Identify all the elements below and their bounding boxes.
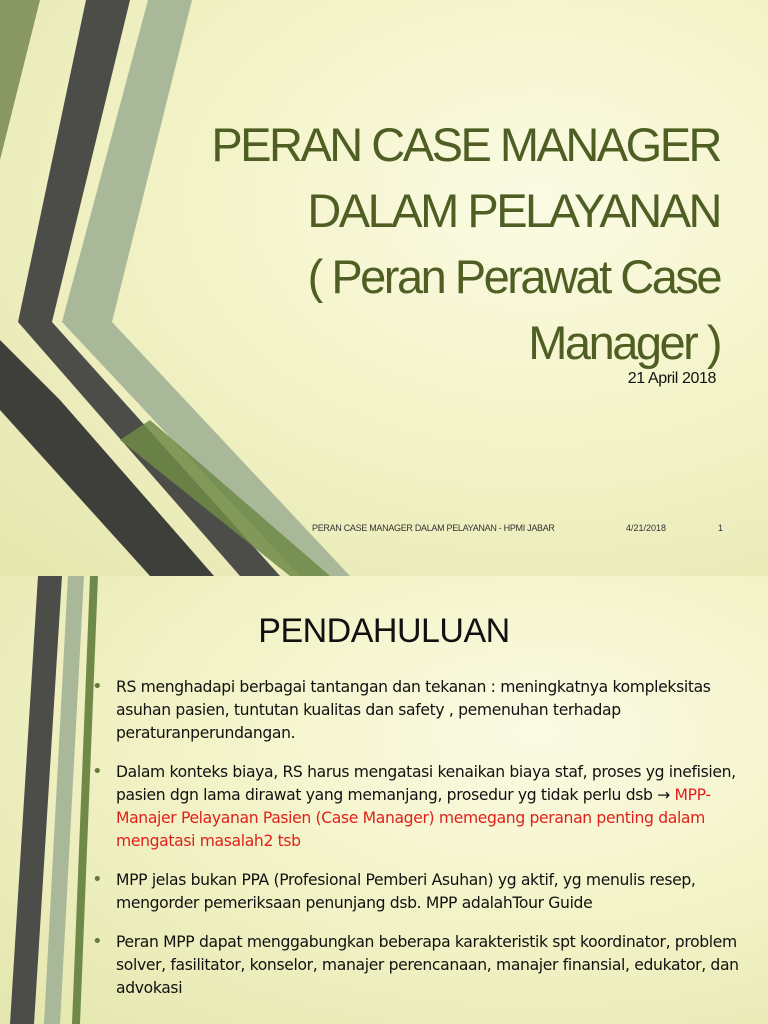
slide-title: PENDAHULUAN	[258, 612, 510, 650]
footer-page-number: 1	[718, 523, 724, 533]
list-item	[92, 869, 752, 915]
bullet-text: MPP jelas bukan PPA (Profesional Pemberi Asuhan) yg aktif, yg menulis resep, mengorder pemeriksaan penunjang dsb. MPP adalahTour Guide	[116, 871, 696, 912]
title-line: DALAM PELAYANAN	[307, 184, 720, 237]
bullet-icon: •	[92, 869, 103, 890]
footer-date: 4/21/2018	[626, 523, 667, 533]
bullet-text: RS menghadapi berbagai tantangan dan tekanan : meningkatnya kompleksitas asuhan pasien, tuntutan kualitas dan safety , pemenuhan terhadap peraturanperundangan.	[116, 678, 711, 742]
bullet-highlight: MPP-Manajer Pelayanan Pasien (Case Manager) memegang peranan penting dalam mengatasi masalah2 tsb	[116, 786, 711, 850]
content-slide	[0, 576, 768, 1024]
bullet-icon: •	[92, 676, 103, 697]
list-item	[92, 931, 752, 1000]
bullet-text: Peran MPP dapat menggabungkan beberapa karakteristik spt koordinator, problem solver, fasilitator, konselor, manajer perencanaan, manajer finansial, edukator, dan advokasi	[116, 933, 739, 997]
olive-stripe	[0, 0, 40, 160]
list-item	[92, 761, 752, 853]
title-line: PERAN CASE MANAGER	[211, 118, 720, 171]
footer-title: PERAN CASE MANAGER DALAM PELAYANAN - HPMI JABAR	[312, 523, 555, 533]
title-line: ( Peran Perawat Case	[307, 250, 720, 303]
bullet-list	[92, 676, 752, 1016]
title-line: Manager )	[528, 316, 720, 369]
bullet-icon: •	[92, 761, 103, 782]
list-item	[92, 676, 752, 745]
slide-date: 21 April 2018	[627, 370, 716, 387]
bullet-icon: •	[92, 931, 103, 952]
slide-title	[150, 112, 720, 376]
bullet-text: Dalam konteks biaya, RS harus mengatasi kenaikan biaya staf, proses yg inefisien, pasien dgn lama dirawat yang memanjang, prosedur yg tidak perlu dsb →	[116, 763, 736, 804]
